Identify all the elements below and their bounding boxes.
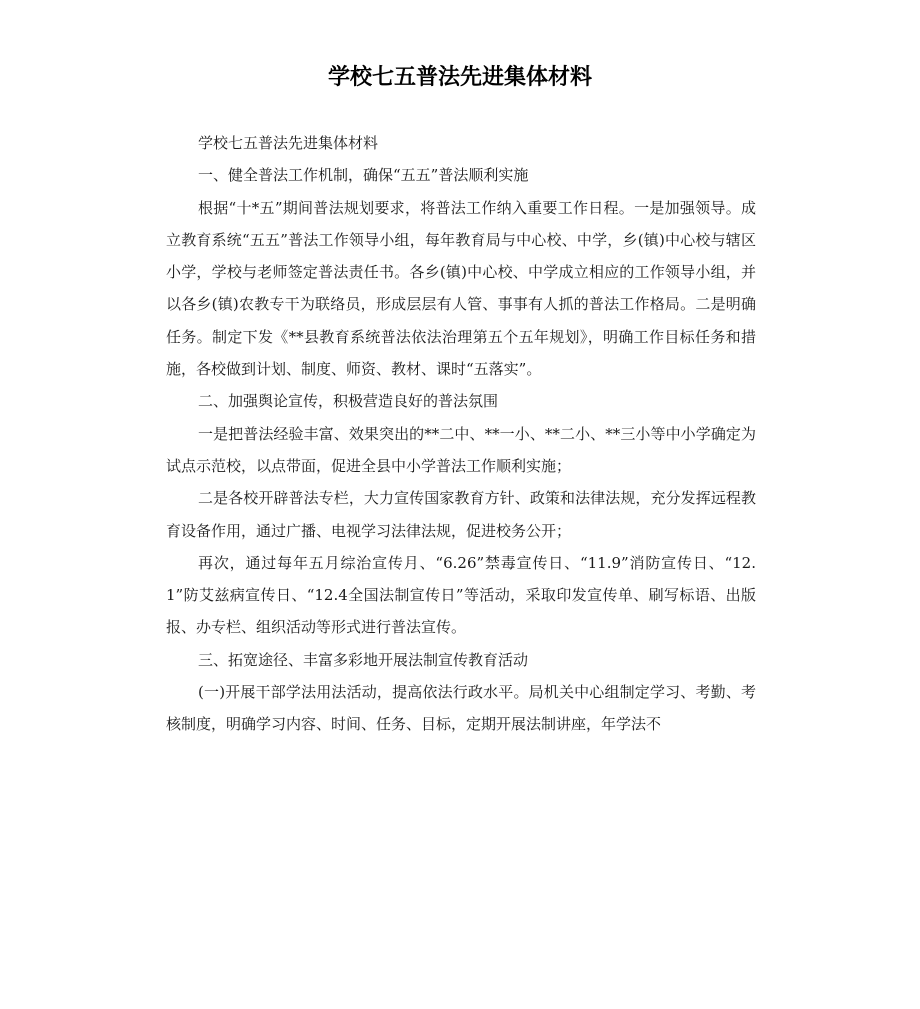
section-heading-1: 一、健全普法工作机制，确保“五五”普法顺利实施: [198, 166, 529, 185]
section-heading-3: 三、拓宽途径、丰富多彩地开展法制宣传教育活动: [198, 650, 529, 669]
body-paragraph: (一)开展干部学法用法活动，提高依法行政水平。局机关中心组制定学习、考勤、考核制度，明确学习内容、时间、任务、目标，定期开展法制讲座，年学法不: [166, 683, 756, 734]
document-body: [166, 127, 756, 741]
body-paragraph: 根据“十*五”期间普法规划要求，将普法工作纳入重要工作日程。一是加强领导。成立教育系统“五五”普法工作领导小组，每年教育局与中心校、中学，乡(镇)中心校与辖区小学，学校与老师签定普法责任书。各乡(镇)中心校、中学成立相应的工作领导小组，并以各乡(镇)农教专干为联络员，形成层层有人管、事事有人抓的普法工作格局。二是明确任务。制定下发《**县教育系统普法依法治理第五个五年规划》，明确工作目标任务和措施，各校做到计划、制度、师资、教材、课时“五落实”。: [166, 198, 756, 379]
section-heading-2: 二、加强舆论宣传，积极营造良好的普法氛围: [198, 392, 499, 411]
document-title: 学校七五普法先进集体材料: [327, 65, 592, 90]
body-paragraph: 一是把普法经验丰富、效果突出的**二中、**一小、**二小、**三小等中小学确定为试点示范校，以点带面，促进全县中小学普法工作顺利实施；: [166, 424, 756, 475]
subtitle-paragraph: 学校七五普法先进集体材料: [198, 134, 379, 152]
body-paragraph: 再次，通过每年五月综治宣传月、“6.26”禁毒宣传日、“11.9”消防宣传日、“12.1”防艾兹病宣传日、“12.4全国法制宣传日”等活动，采取印发宣传单、刷写标语、出版报、办专栏、组织活动等形式进行普法宣传。: [166, 553, 756, 637]
body-paragraph: 二是各校开辟普法专栏，大力宣传国家教育方针、政策和法律法规，充分发挥远程教育设备作用，通过广播、电视学习法律法规，促进校务公开；: [166, 489, 756, 540]
